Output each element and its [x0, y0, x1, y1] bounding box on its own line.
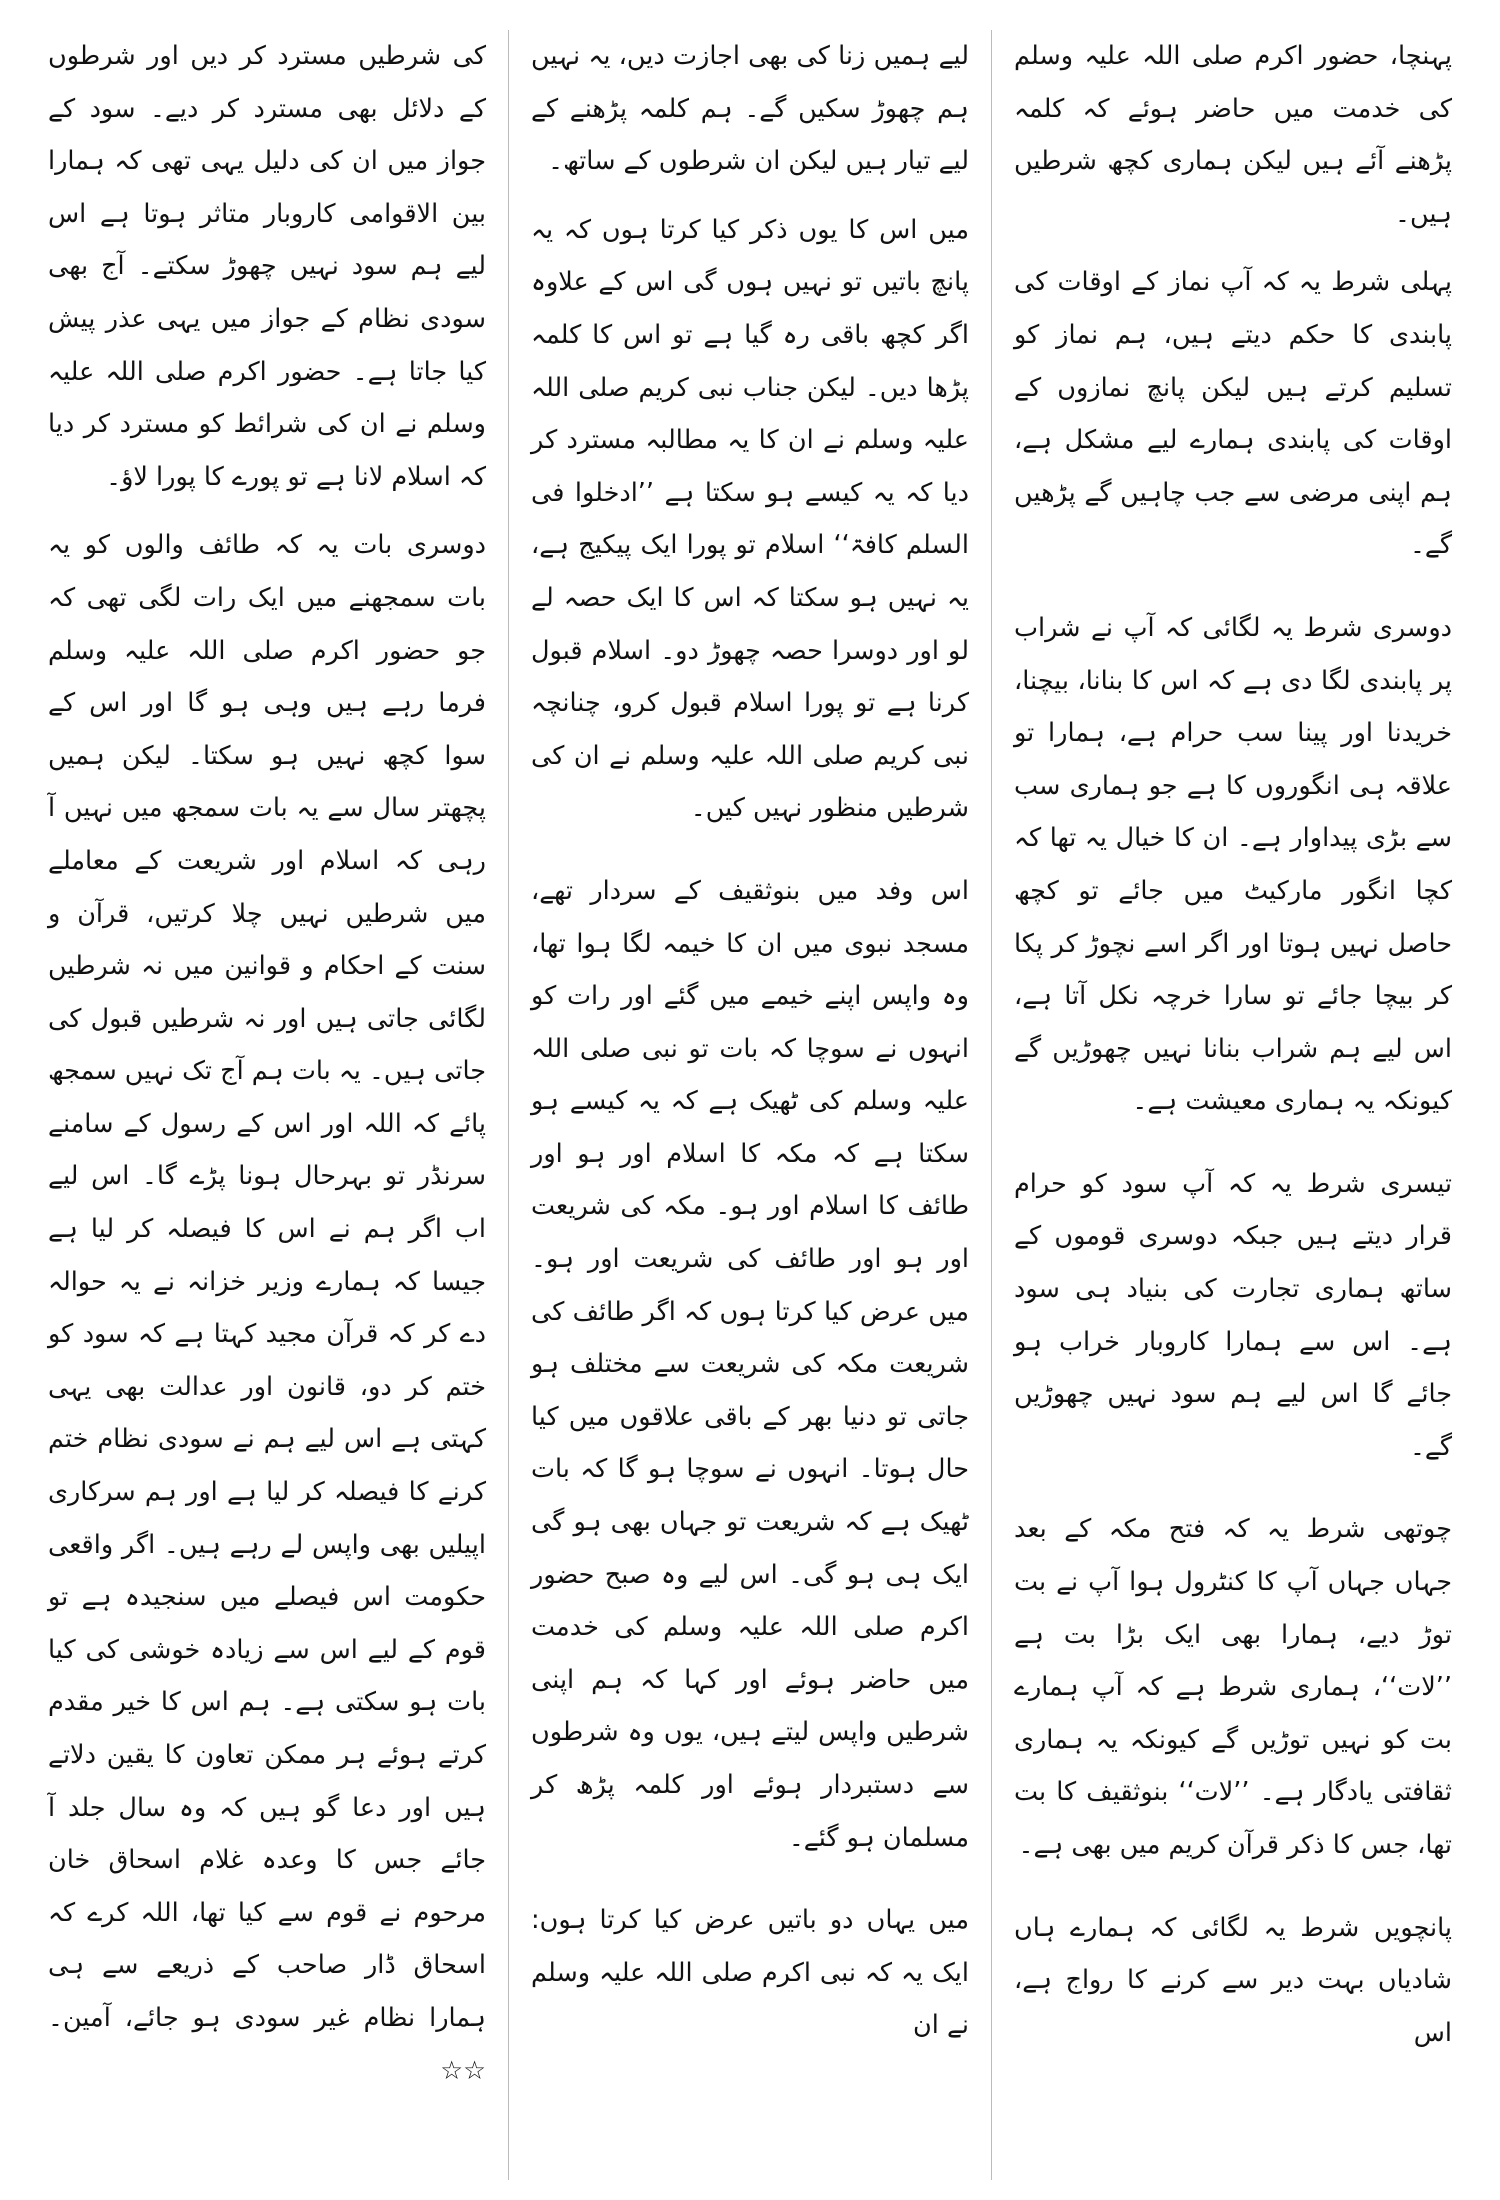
paragraph: تیسری شرط یہ کہ آپ سود کو حرام قرار دیتے ہیں جبکہ دوسری قوموں کے ساتھ ہماری تجارت کی بنیاد ہی سود ہے۔ اس سے ہمارا کاروبار خراب ہو جائے گا اس لیے ہم سود نہیں چھوڑیں گے۔ [1014, 1168, 1452, 1462]
paragraph: دوسری شرط یہ لگائی کہ آپ نے شراب پر پابندی لگا دی ہے کہ اس کا بنانا، بیچنا، خریدنا اور پینا سب حرام ہے، ہمارا تو علاقہ ہی انگوروں کا ہے جو ہماری سب سے بڑی پیداوار ہے۔ ان کا خیال یہ تھا کہ کچا انگور مارکیٹ میں جائے تو کچھ حاصل نہیں ہوتا اور اگر اسے نچوڑ کر پکا کر بیچا جائے تو سارا خرچہ نکل آتا ہے، اس لیے ہم شراب بنانا نہیں چھوڑیں گے کیونکہ یہ ہماری معیشت ہے۔ [1014, 612, 1452, 1117]
paragraph: پانچویں شرط یہ لگائی کہ ہمارے ہاں شادیاں بہت دیر سے کرنے کا رواج ہے، اس [1014, 1912, 1452, 2048]
paragraph: کی شرطیں مسترد کر دیں اور شرطوں کے دلائل بھی مسترد کر دیے۔ سود کے جواز میں ان کی دلیل یہی تھی کہ ہمارا بین الاقوامی کاروبار متاثر ہوتا ہے اس لیے ہم سود نہیں چھوڑ سکتے۔ آج بھی سودی نظام کے جواز میں یہی عذر پیش کیا جاتا ہے۔ حضور اکرم صلی اللہ علیہ وسلم نے ان کی شرائط کو مسترد کر دیا کہ اسلام لانا ہے تو پورے کا پورا لاؤ۔ [48, 41, 486, 492]
column-right [992, 30, 1474, 2180]
paragraph: میں یہاں دو باتیں عرض کیا کرتا ہوں: ایک یہ کہ نبی اکرم صلی اللہ علیہ وسلم نے ان [531, 1905, 969, 2041]
paragraph: لیے ہمیں زنا کی بھی اجازت دیں، یہ نہیں ہم چھوڑ سکیں گے۔ ہم کلمہ پڑھنے کے لیے تیار ہیں لیکن ان شرطوں کے ساتھ۔ [531, 41, 969, 177]
paragraph: پہلی شرط یہ کہ آپ نماز کے اوقات کی پابندی کا حکم دیتے ہیں، ہم نماز کو تسلیم کرتے ہیں لیکن پانچ نمازوں کے اوقات کی پابندی ہمارے لیے مشکل ہے، ہم اپنی مرضی سے جب چاہیں گے پڑھیں گے۔ [1014, 267, 1452, 561]
paragraph: دوسری بات یہ کہ طائف والوں کو یہ بات سمجھنے میں ایک رات لگی تھی کہ جو حضور اکرم صلی اللہ علیہ وسلم فرما رہے ہیں وہی ہو گا اور اس کے سوا کچھ نہیں ہو سکتا۔ لیکن ہمیں پچھتر سال سے یہ بات سمجھ میں نہیں آ رہی کہ اسلام اور شریعت کے معاملے میں شرطیں نہیں چلا کرتیں، قرآن و سنت کے احکام و قوانین میں نہ شرطیں لگائی جاتی ہیں اور نہ شرطیں قبول کی جاتی ہیں۔ یہ بات ہم آج تک نہیں سمجھ پائے کہ اللہ اور اس کے رسول کے سامنے سرنڈر تو بہرحال ہونا پڑے گا۔ اس لیے اب اگر ہم نے اس کا فیصلہ کر لیا ہے جیسا کہ ہمارے وزیر خزانہ نے یہ حوالہ دے کر کہ قرآن مجید کہتا ہے کہ سود کو ختم کر دو، قانون اور عدالت بھی یہی کہتی ہے اس لیے ہم نے سودی نظام ختم کرنے کا فیصلہ کر لیا ہے اور ہم سرکاری اپیلیں بھی واپس لے رہے ہیں۔ اگر واقعی حکومت اس فیصلے میں سنجیدہ ہے تو قوم کے لیے اس سے زیادہ خوشی کی کیا بات ہو سکتی ہے۔ ہم اس کا خیر مقدم کرتے ہوئے ہر ممکن تعاون کا یقین دلاتے ہیں اور دعا گو ہیں کہ وہ سال جلد آ جائے جس کا وعدہ غلام اسحاق خان مرحوم نے قوم سے کیا تھا، اللہ کرے کہ اسحاق ڈار صاحب کے ذریعے سے ہی ہمارا نظام غیر سودی ہو جائے، آمین۔ ☆☆ [48, 530, 486, 2086]
column-left [26, 30, 509, 2180]
column-middle [509, 30, 992, 2180]
paragraph: پہنچا، حضور اکرم صلی اللہ علیہ وسلم کی خدمت میں حاضر ہوئے کہ کلمہ پڑھنے آئے ہیں لیکن ہماری کچھ شرطیں ہیں۔ [1014, 41, 1452, 229]
paragraph: چوتھی شرط یہ کہ فتح مکہ کے بعد جہاں جہاں آپ کا کنٹرول ہوا آپ نے بت توڑ دیے، ہمارا بھی ایک بڑا بت ہے ’’لات‘‘، ہماری شرط ہے کہ آپ ہمارے بت کو نہیں توڑیں گے کیونکہ یہ ہماری ثقافتی یادگار ہے۔ ’’لات‘‘ بنوثقیف کا بت تھا، جس کا ذکر قرآن کریم میں بھی ہے۔ [1014, 1514, 1452, 1860]
paragraph: میں اس کا یوں ذکر کیا کرتا ہوں کہ یہ پانچ باتیں تو نہیں ہوں گی اس کے علاوہ اگر کچھ باقی رہ گیا ہے تو اس کا کلمہ پڑھا دیں۔ لیکن جناب نبی کریم صلی اللہ علیہ وسلم نے ان کا یہ مطالبہ مسترد کر دیا کہ یہ کیسے ہو سکتا ہے ’’ادخلوا فی السلم کافۃ‘‘ اسلام تو پورا ایک پیکیج ہے، یہ نہیں ہو سکتا کہ اس کا ایک حصہ لے لو اور دوسرا حصہ چھوڑ دو۔ اسلام قبول کرنا ہے تو پورا اسلام قبول کرو، چنانچہ نبی کریم صلی اللہ علیہ وسلم نے ان کی شرطیں منظور نہیں کیں۔ [531, 214, 969, 824]
paragraph: اس وفد میں بنوثقیف کے سردار تھے، مسجد نبوی میں ان کا خیمہ لگا ہوا تھا، وہ واپس اپنے خیمے میں گئے اور رات کو انہوں نے سوچا کہ بات تو نبی صلی اللہ علیہ وسلم کی ٹھیک ہے کہ یہ کیسے ہو سکتا ہے کہ مکہ کا اسلام اور ہو اور طائف کا اسلام اور ہو۔ مکہ کی شریعت اور ہو اور طائف کی شریعت اور ہو۔ میں عرض کیا کرتا ہوں کہ اگر طائف کی شریعت مکہ کی شریعت سے مختلف ہو جاتی تو دنیا بھر کے باقی علاقوں میں کیا حال ہوتا۔ انہوں نے سوچا ہو گا کہ بات ٹھیک ہے کہ شریعت تو جہاں بھی ہو گی ایک ہی ہو گی۔ اس لیے وہ صبح حضور اکرم صلی اللہ علیہ وسلم کی خدمت میں حاضر ہوئے اور کہا کہ ہم اپنی شرطیں واپس لیتے ہیں، یوں وہ شرطوں سے دستبردار ہوئے اور کلمہ پڑھ کر مسلمان ہو گئے۔ [531, 875, 969, 1853]
